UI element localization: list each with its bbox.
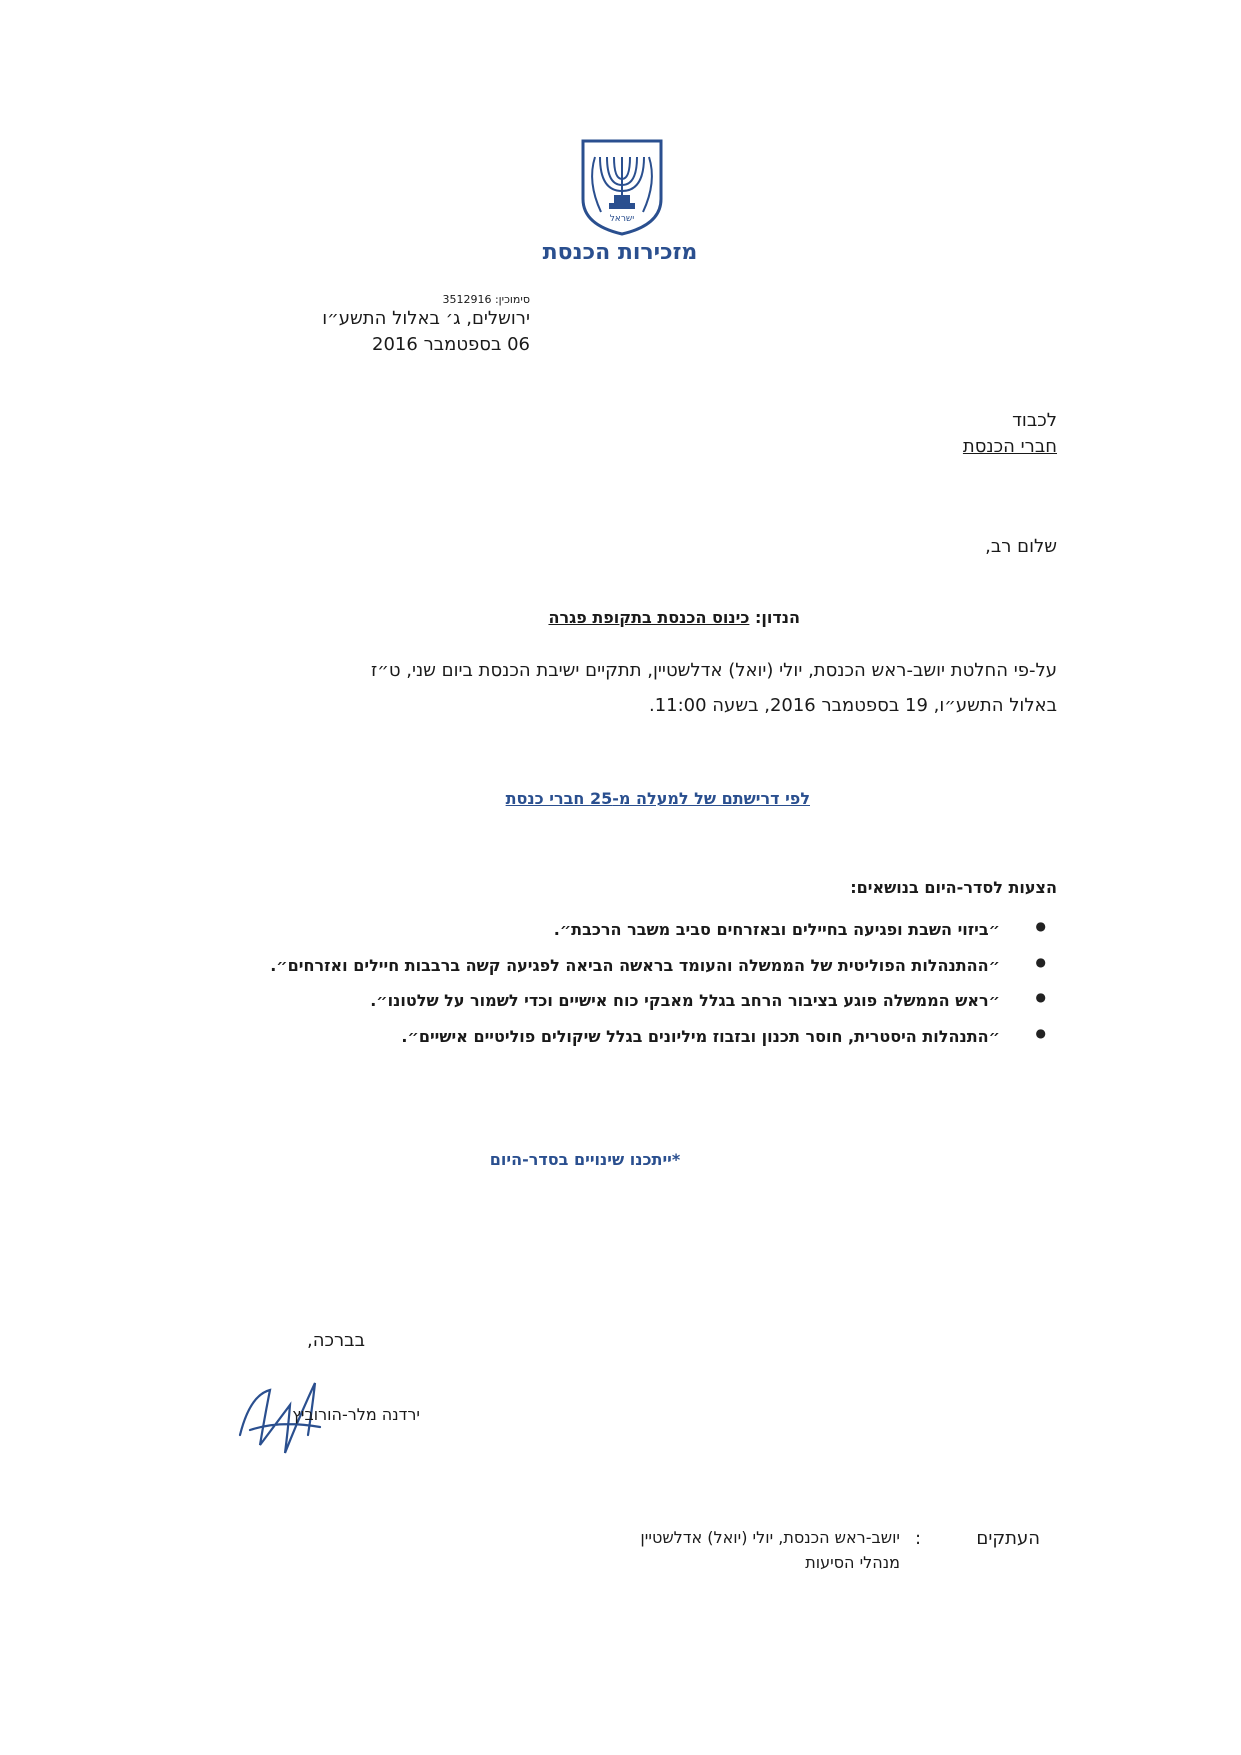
org-name: מזכירות הכנסת (542, 240, 698, 265)
reference-number: סימוכין: 3512916 (442, 293, 530, 306)
hebrew-date: ירושלים, ג׳ באלול התשע״ו (322, 308, 530, 329)
topics-list (180, 915, 1050, 1057)
cc-colon: : (915, 1528, 922, 1549)
addressee: חברי הכנסת (962, 436, 1057, 457)
cc-recipient-1: יושב-ראש הכנסת, יולי (יואל) אדלשטיין (640, 1528, 900, 1547)
gregorian-date: 06 בספטמבר 2016 (372, 334, 530, 355)
list-item: ● ״ביזוי השבת ופגיעה בחיילים ובאזרחים סביב משבר הרכבת״. (180, 915, 1050, 945)
greeting: שלום רב, (985, 536, 1057, 557)
cc-recipient-2: מנהלי הסיעות (805, 1553, 900, 1572)
subject-text: כינוס הכנסת בתקופת פגרה (548, 608, 750, 627)
cc-label: העתקים (976, 1528, 1040, 1549)
list-item: ● ״התנהלות היסטרית, חוסר תכנון ובזבוז מיליונים בגלל שיקולים פוליטיים אישיים״. (180, 1022, 1050, 1052)
demand-heading: לפי דרישתם של למעלה מ-25 חברי כנסת (505, 789, 810, 808)
subject-line (280, 608, 800, 627)
body-line-1: על-פי החלטת יושב-ראש הכנסת, יולי (יואל) אדלשטיין, תתקיים ישיבת הכנסת ביום שני, ט״ז (371, 660, 1057, 681)
list-item: ● ״ההתנהלות הפוליטית של הממשלה והעומד בראשה הביאה לפגיעה קשה ברבבות חיילים ואזרחים״. (180, 951, 1050, 981)
subject-label: הנדון: (754, 608, 800, 627)
signer-name: ירדנה מלר-הורוביץ (292, 1405, 420, 1424)
changes-note: *ייתכנו שינויים בסדר-היום (489, 1150, 681, 1169)
salutation: לכבוד (1012, 410, 1057, 431)
emblem-text: ישראל (609, 214, 635, 224)
body-line-2: באלול התשע״ו, 19 בספטמבר 2016, בשעה 11:00. (648, 695, 1057, 716)
knesset-emblem-icon (577, 137, 667, 237)
list-item: ● ״ראש הממשלה פוגע בציבור הרחב בגלל מאבקי כוח אישיים וכדי לשמור על שלטונו״. (180, 986, 1050, 1016)
closing: בברכה, (307, 1330, 365, 1351)
topics-heading: הצעות לסדר-היום בנושאים: (850, 878, 1057, 897)
